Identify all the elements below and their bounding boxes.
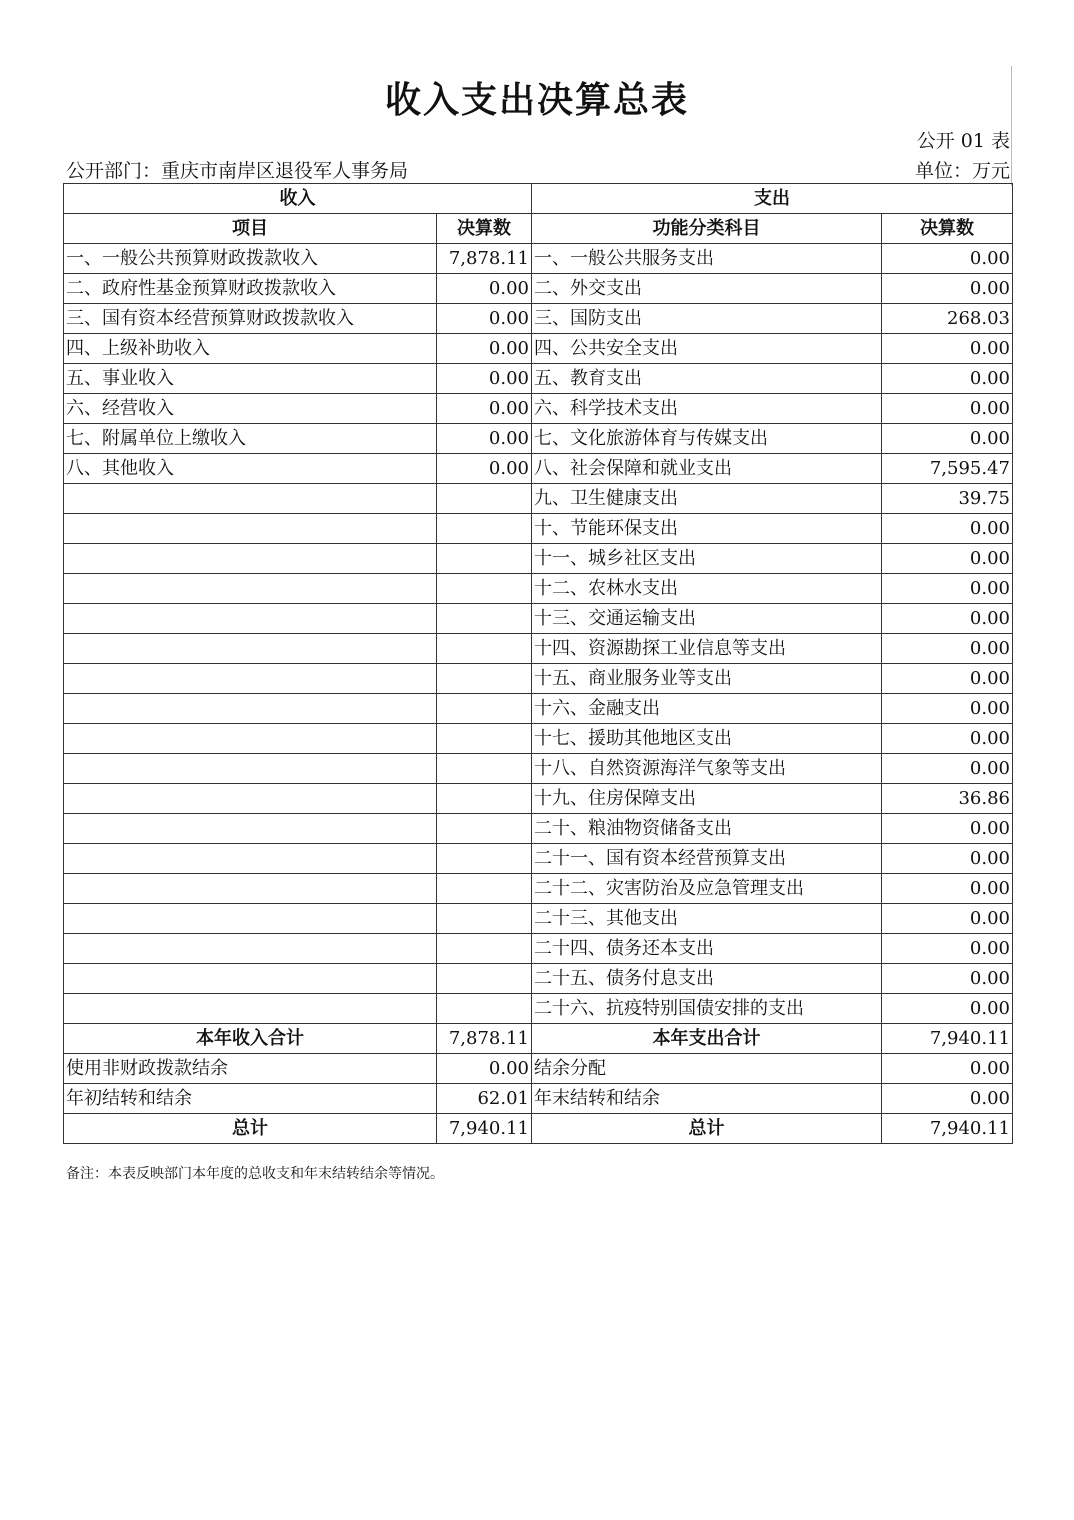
table-row <box>64 364 1013 394</box>
income-value-cell <box>437 664 532 694</box>
expense-value-cell: 0.00 <box>882 844 1013 874</box>
income-item-cell: 六、经营收入 <box>64 394 437 424</box>
expense-value-cell: 0.00 <box>882 274 1013 304</box>
income-value-cell: 0.00 <box>437 364 532 394</box>
income-item-cell: 三、国有资本经营预算财政拨款收入 <box>64 304 437 334</box>
income-value-cell <box>437 874 532 904</box>
income-item-cell: 一、一般公共预算财政拨款收入 <box>64 244 437 274</box>
expense-item-cell: 十、节能环保支出 <box>532 514 882 544</box>
expense-value-cell: 0.00 <box>882 814 1013 844</box>
expense-item-cell: 十六、金融支出 <box>532 694 882 724</box>
expense-item-cell: 十五、商业服务业等支出 <box>532 664 882 694</box>
grand-expense-label: 总计 <box>532 1114 882 1144</box>
budget-table <box>63 183 1013 1144</box>
expense-value-cell: 0.00 <box>882 244 1013 274</box>
begin-carry-label: 年初结转和结余 <box>64 1084 437 1114</box>
expense-value-cell: 36.86 <box>882 784 1013 814</box>
expense-item-cell: 八、社会保障和就业支出 <box>532 454 882 484</box>
income-item-cell <box>64 904 437 934</box>
income-total-label: 本年收入合计 <box>64 1024 437 1054</box>
section-header-row <box>64 184 1013 214</box>
income-item-cell: 二、政府性基金预算财政拨款收入 <box>64 274 437 304</box>
expense-value-cell: 0.00 <box>882 754 1013 784</box>
grand-income-label: 总计 <box>64 1114 437 1144</box>
footnote: 备注：本表反映部门本年度的总收支和年末结转结余等情况。 <box>66 1166 444 1182</box>
expense-value-cell: 0.00 <box>882 934 1013 964</box>
income-item-cell <box>64 754 437 784</box>
expense-item-cell: 九、卫生健康支出 <box>532 484 882 514</box>
grand-expense-value: 7,940.11 <box>882 1114 1013 1144</box>
income-total-value: 7,878.11 <box>437 1024 532 1054</box>
income-item-cell <box>64 484 437 514</box>
income-item-cell <box>64 604 437 634</box>
income-value-cell <box>437 484 532 514</box>
unit-label: 单位：万元 <box>914 160 1010 182</box>
table-row <box>64 844 1013 874</box>
expense-value-cell: 0.00 <box>882 424 1013 454</box>
grand-total-row <box>64 1114 1013 1144</box>
page-title: 收入支出决算总表 <box>384 80 689 121</box>
income-item-cell <box>64 964 437 994</box>
expense-item-cell: 七、文化旅游体育与传媒支出 <box>532 424 882 454</box>
income-value-cell <box>437 844 532 874</box>
expense-item-cell: 四、公共安全支出 <box>532 334 882 364</box>
expense-item-cell: 二十二、灾害防治及应急管理支出 <box>532 874 882 904</box>
carryover-row <box>64 1084 1013 1114</box>
balance-row <box>64 1054 1013 1084</box>
income-value-cell <box>437 904 532 934</box>
income-value-cell <box>437 724 532 754</box>
income-item-cell <box>64 664 437 694</box>
table-row <box>64 964 1013 994</box>
income-value-cell <box>437 514 532 544</box>
income-value-cell <box>437 544 532 574</box>
expense-value-cell: 0.00 <box>882 394 1013 424</box>
table-row <box>64 784 1013 814</box>
table-row <box>64 394 1013 424</box>
expense-value-cell: 0.00 <box>882 604 1013 634</box>
table-row <box>64 634 1013 664</box>
amount-column-header: 决算数 <box>437 214 532 244</box>
table-row <box>64 814 1013 844</box>
income-item-cell: 五、事业收入 <box>64 364 437 394</box>
expense-item-cell: 十二、农林水支出 <box>532 574 882 604</box>
table-row <box>64 274 1013 304</box>
expense-item-cell: 五、教育支出 <box>532 364 882 394</box>
income-value-cell <box>437 634 532 664</box>
income-value-cell <box>437 814 532 844</box>
expense-item-cell: 二十三、其他支出 <box>532 904 882 934</box>
income-item-cell <box>64 724 437 754</box>
table-row <box>64 934 1013 964</box>
income-item-cell <box>64 694 437 724</box>
income-value-cell: 0.00 <box>437 334 532 364</box>
table-row <box>64 514 1013 544</box>
expense-value-cell: 0.00 <box>882 904 1013 934</box>
income-value-cell: 0.00 <box>437 274 532 304</box>
expense-value-cell: 0.00 <box>882 694 1013 724</box>
income-item-cell: 七、附属单位上缴收入 <box>64 424 437 454</box>
income-value-cell: 0.00 <box>437 454 532 484</box>
surplus-dist-label: 结余分配 <box>532 1054 882 1084</box>
table-row <box>64 424 1013 454</box>
expense-item-cell: 十一、城乡社区支出 <box>532 544 882 574</box>
expense-item-cell: 一、一般公共服务支出 <box>532 244 882 274</box>
table-row <box>64 484 1013 514</box>
income-item-cell <box>64 874 437 904</box>
expense-value-cell: 0.00 <box>882 574 1013 604</box>
non-fiscal-value: 0.00 <box>437 1054 532 1084</box>
expense-item-cell: 十九、住房保障支出 <box>532 784 882 814</box>
expense-value-cell: 0.00 <box>882 994 1013 1024</box>
expense-item-cell: 二十六、抗疫特别国债安排的支出 <box>532 994 882 1024</box>
table-row <box>64 754 1013 784</box>
income-item-cell <box>64 634 437 664</box>
expense-value-cell: 0.00 <box>882 544 1013 574</box>
expense-item-cell: 六、科学技术支出 <box>532 394 882 424</box>
table-row <box>64 994 1013 1024</box>
surplus-dist-value: 0.00 <box>882 1054 1013 1084</box>
department-label: 公开部门：重庆市南岸区退役军人事务局 <box>66 160 409 182</box>
income-value-cell <box>437 934 532 964</box>
table-row <box>64 334 1013 364</box>
income-value-cell <box>437 994 532 1024</box>
table-row <box>64 694 1013 724</box>
income-value-cell: 0.00 <box>437 424 532 454</box>
expense-value-cell: 39.75 <box>882 484 1013 514</box>
income-value-cell: 0.00 <box>437 304 532 334</box>
expense-item-cell: 三、国防支出 <box>532 304 882 334</box>
income-header: 收入 <box>64 184 532 214</box>
grand-income-value: 7,940.11 <box>437 1114 532 1144</box>
income-value-cell: 0.00 <box>437 394 532 424</box>
income-item-cell <box>64 544 437 574</box>
income-item-cell <box>64 814 437 844</box>
end-carry-value: 0.00 <box>882 1084 1013 1114</box>
expense-item-cell: 二十一、国有资本经营预算支出 <box>532 844 882 874</box>
income-item-cell <box>64 574 437 604</box>
expense-value-cell: 7,595.47 <box>882 454 1013 484</box>
income-total-row <box>64 1024 1013 1054</box>
income-value-cell <box>437 754 532 784</box>
expense-item-cell: 十四、资源勘探工业信息等支出 <box>532 634 882 664</box>
income-value-cell <box>437 604 532 634</box>
income-item-cell: 八、其他收入 <box>64 454 437 484</box>
income-value-cell <box>437 694 532 724</box>
income-value-cell <box>437 964 532 994</box>
expense-header: 支出 <box>532 184 1013 214</box>
expense-value-cell: 0.00 <box>882 364 1013 394</box>
begin-carry-value: 62.01 <box>437 1084 532 1114</box>
expense-value-cell: 0.00 <box>882 664 1013 694</box>
table-row <box>64 664 1013 694</box>
func-item-column-header: 功能分类科目 <box>532 214 882 244</box>
table-row <box>64 604 1013 634</box>
income-value-cell <box>437 784 532 814</box>
income-item-cell: 四、上级补助收入 <box>64 334 437 364</box>
table-row <box>64 874 1013 904</box>
amount2-column-header: 决算数 <box>882 214 1013 244</box>
expense-item-cell: 二十、粮油物资储备支出 <box>532 814 882 844</box>
expense-value-cell: 0.00 <box>882 724 1013 754</box>
expense-value-cell: 0.00 <box>882 634 1013 664</box>
expense-value-cell: 268.03 <box>882 304 1013 334</box>
expense-total-label: 本年支出合计 <box>532 1024 882 1054</box>
column-header-row <box>64 214 1013 244</box>
table-row <box>64 904 1013 934</box>
expense-item-cell: 二十五、债务付息支出 <box>532 964 882 994</box>
table-row <box>64 544 1013 574</box>
income-item-cell <box>64 514 437 544</box>
table-row <box>64 574 1013 604</box>
end-carry-label: 年末结转和结余 <box>532 1084 882 1114</box>
table-number: 公开 01 表 <box>916 130 1010 152</box>
table-row <box>64 724 1013 754</box>
expense-item-cell: 十三、交通运输支出 <box>532 604 882 634</box>
expense-value-cell: 0.00 <box>882 334 1013 364</box>
expense-item-cell: 二十四、债务还本支出 <box>532 934 882 964</box>
income-item-cell <box>64 934 437 964</box>
table-row <box>64 454 1013 484</box>
expense-item-cell: 十七、援助其他地区支出 <box>532 724 882 754</box>
income-item-cell <box>64 844 437 874</box>
income-value-cell <box>437 574 532 604</box>
income-value-cell: 7,878.11 <box>437 244 532 274</box>
expense-value-cell: 0.00 <box>882 874 1013 904</box>
income-item-cell <box>64 784 437 814</box>
table-row <box>64 244 1013 274</box>
expense-value-cell: 0.00 <box>882 964 1013 994</box>
expense-item-cell: 二、外交支出 <box>532 274 882 304</box>
expense-total-value: 7,940.11 <box>882 1024 1013 1054</box>
item-column-header: 项目 <box>64 214 437 244</box>
expense-item-cell: 十八、自然资源海洋气象等支出 <box>532 754 882 784</box>
expense-value-cell: 0.00 <box>882 514 1013 544</box>
non-fiscal-label: 使用非财政拨款结余 <box>64 1054 437 1084</box>
table-row <box>64 304 1013 334</box>
income-item-cell <box>64 994 437 1024</box>
